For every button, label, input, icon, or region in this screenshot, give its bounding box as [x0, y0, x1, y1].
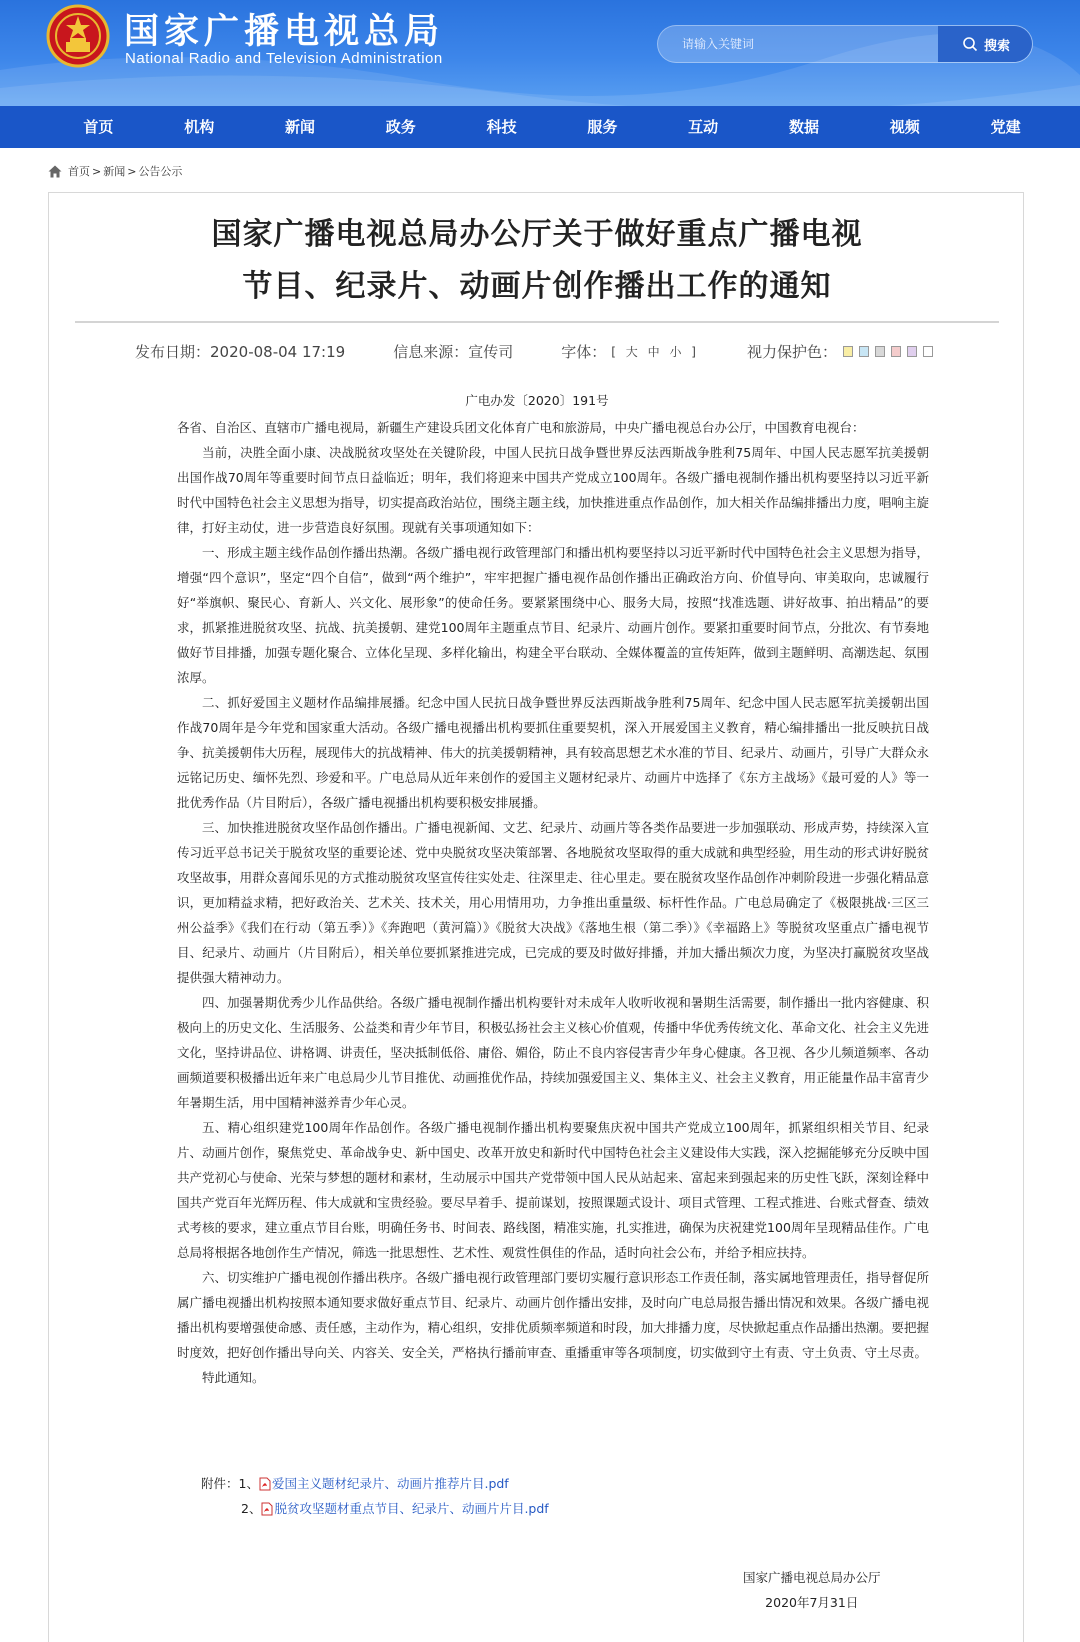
search-button[interactable] — [938, 26, 1033, 62]
article-body — [177, 415, 929, 1390]
nav-item-video[interactable]: 视频 — [889, 118, 920, 136]
font-size-options — [608, 343, 699, 360]
paragraph: 六、切实维护广播电视创作播出秩序。各级广播电视行政管理部门要切实履行意识形态工作责任制，落实属地管理责任，指导督促所属广播电视播出机构按照本通知要求做好重点节目、纪录片、动画片创作播出安排，及时向广电总局报告播出情况和效果。各级广播电视播出机构要增强使命感、责任感，主动作为，精心组织，安排优质频率频道和时段，加大排播力度，尽快掀起重点作品播出热潮。要把握时度效，把好创作播出导向关、内容关、安全关，严格执行播前审查、重播重审等各项制度，切实做到守土有责、守土负责、守土尽责。 — [177, 1270, 929, 1360]
publish-date-label: 发布日期： — [135, 343, 211, 361]
nav-item-party-building[interactable]: 党建 — [990, 118, 1021, 136]
attachments-label: 附件： — [201, 1476, 239, 1491]
nav-item-data[interactable]: 数据 — [788, 118, 819, 136]
font-size-small[interactable]: 小 — [669, 345, 682, 359]
signature-block — [743, 1565, 881, 1615]
paragraph: 三、加快推进脱贫攻坚作品创作播出。广播电视新闻、文艺、纪录片、动画片等各类作品要进一步加强联动、形成声势，持续深入宣传习近平总书记关于脱贫攻坚的重要论述、党中央脱贫攻坚决策部署、各地脱贫攻坚取得的重大成就和典型经验，用生动的形式讲好脱贫攻坚故事，用群众喜闻乐见的方式推动脱贫攻坚宣传往实处走、往深里走、往心里走。要在脱贫攻坚作品创作冲刺阶段进一步强化精品意识，更加精益求精，把好政治关、艺术关、技术关，用心用情用功，力争推出重量级、标杆性作品。广电总局确定了《极限挑战·三区三州公益季》《我们在行动（第五季）》《奔跑吧（黄河篇）》《脱贫大决战》《落地生根（第二季）》《幸福路上》等脱贫攻坚重点广播电视节目、纪录片、动画片（片目附后），相关单位要抓紧推进完成，已完成的要及时做好排播，并加大播出频次力度，为坚决打赢脱贫攻坚战提供强大精神动力。 — [177, 820, 929, 985]
eye-color-swatch[interactable] — [843, 346, 853, 357]
main-nav — [0, 106, 1080, 148]
site-title[interactable]: 国家广播电视总局 — [124, 12, 445, 52]
font-size-large[interactable]: 大 — [625, 345, 638, 359]
article-meta — [49, 341, 1025, 362]
sign-date: 2020年7月31日 — [765, 1595, 859, 1610]
eye-protection-swatches — [843, 346, 939, 357]
closing-line: 特此通知。 — [202, 1370, 265, 1385]
attachment-row — [201, 1471, 549, 1496]
nav-item-organization[interactable]: 机构 — [184, 118, 215, 136]
paragraph: 当前，决胜全面小康、决战脱贫攻坚处在关键阶段，中国人民抗日战争暨世界反法西斯战争胜利75周年、中国人民志愿军抗美援朝出国作战70周年等重要时间节点日益临近；明年，我们将迎来中国共产党成立100周年。各级广播电视制作播出机构要坚持以习近平新时代中国特色社会主义思想为指导，切实提高政治站位，围绕主题主线，加快推进重点作品创作，加大相关作品编排播出力度，唱响主旋律，打好主动仗，进一步营造良好氛围。现就有关事项通知如下： — [177, 445, 929, 535]
paragraph: 四、加强暑期优秀少儿作品供给。各级广播电视制作播出机构要针对未成年人收听收视和暑期生活需要，制作播出一批内容健康、积极向上的历史文化、生活服务、公益类和青少年节目，积极弘扬社会主义核心价值观，传播中华优秀传统文化、革命文化、社会主义先进文化，坚持讲品位、讲格调、讲责任，坚决抵制低俗、庸俗、媚俗，防止不良内容侵害青少年身心健康。各卫视、各少儿频道频率、各动画频道要积极播出近年来广电总局少儿节目推优、动画推优作品，持续加强爱国主义、集体主义、社会主义教育，用正能量作品丰富青少年暑期生活，用中国精神滋养青少年心灵。 — [177, 995, 929, 1110]
font-size-label: 字体： — [561, 343, 607, 361]
attachment-number: 2、 — [241, 1501, 262, 1516]
nav-item-home[interactable]: 首页 — [83, 118, 114, 136]
publish-date: 2020-08-04 17:19 — [210, 342, 346, 361]
nav-item-government-affairs[interactable]: 政务 — [385, 118, 416, 136]
site-header — [0, 0, 1080, 106]
eye-protection-label: 视力保护色： — [746, 343, 837, 361]
breadcrumb-announcements[interactable]: 公告公示 — [138, 165, 183, 178]
font-bracket-open: [ — [611, 345, 616, 359]
search-input[interactable] — [658, 26, 938, 62]
eye-color-swatch[interactable] — [891, 346, 901, 357]
article-title — [49, 209, 1025, 313]
site-subtitle: National Radio and Television Administration — [125, 50, 443, 67]
salutation: 各省、自治区、直辖市广播电视局，新疆生产建设兵团文化体育广电和旅游局，中央广播电视总台办公厅，中国教育电视台： — [177, 420, 865, 435]
article-title-line1: 国家广播电视总局办公厅关于做好重点广播电视 — [211, 217, 863, 252]
search-box — [657, 25, 1033, 63]
issuer: 国家广播电视总局办公厅 — [743, 1570, 881, 1585]
paragraph: 五、精心组织建党100周年作品创作。各级广播电视制作播出机构要聚焦庆祝中国共产党成立100周年，抓紧组织相关节目、纪录片、动画片创作，聚焦党史、革命战争史、新中国史、改革开放史和新时代中国特色社会主义建设伟大实践，深入挖掘能够充分反映中国共产党初心与使命、光荣与梦想的题材和素材，生动展示中国共产党带领中国人民从站起来、富起来到强起来的历史性飞跃，深刻诠释中国共产党百年光辉历程、伟大成就和宝贵经验。要尽早着手、提前谋划，按照课题式设计、项目式管理、工程式推进、台账式督查、绩效式考核的要求，建立重点节目台账，明确任务书、时间表、路线图，精准实施，扎实推进，确保为庆祝建党100周年呈现精品佳作。广电总局将根据各地创作生产情况，筛选一批思想性、艺术性、观赏性俱佳的作品，适时向社会公布，并给予相应扶持。 — [177, 1120, 929, 1260]
attachment-link-2[interactable]: 脱贫攻坚题材重点节目、纪录片、动画片片目.pdf — [274, 1501, 549, 1516]
nav-item-interaction[interactable]: 互动 — [688, 118, 719, 136]
nav-item-technology[interactable]: 科技 — [486, 118, 517, 136]
search-icon — [962, 36, 978, 52]
home-icon — [48, 165, 62, 178]
paragraph: 一、形成主题主线作品创作播出热潮。各级广播电视行政管理部门和播出机构要坚持以习近平新时代中国特色社会主义思想为指导，增强“四个意识”，坚定“四个自信”，做到“两个维护”，牢牢把握广播电视作品创作播出正确政治方向、价值导向、审美取向，忠诚履行好“举旗帜、聚民心、育新人、兴文化、展形象”的使命任务。要紧紧围绕中心、服务大局，按照“找准选题、讲好故事、拍出精品”的要求，抓紧推进脱贫攻坚、抗战、抗美援朝、建党100周年主题重点节目、纪录片、动画片创作。要紧扣重要时间节点，分批次、有节奏地做好节目排播，加强专题化聚合、立体化呈现、多样化输出，构建全平台联动、全媒体覆盖的宣传矩阵，做到主题鲜明、高潮迭起、氛围浓厚。 — [177, 545, 929, 685]
eye-color-swatch[interactable] — [923, 346, 933, 357]
article-title-line2: 节目、纪录片、动画片创作播出工作的通知 — [242, 269, 832, 304]
source-value: 宣传司 — [468, 343, 514, 361]
national-emblem-icon[interactable] — [46, 4, 110, 68]
attachment-row — [201, 1496, 549, 1521]
breadcrumb-news[interactable]: 新闻 — [103, 165, 126, 178]
eye-color-swatch[interactable] — [875, 346, 885, 357]
attachment-link-1[interactable]: 爱国主义题材纪录片、动画片推荐片目.pdf — [271, 1476, 509, 1491]
eye-color-swatch[interactable] — [907, 346, 917, 357]
breadcrumb-separator: > — [92, 164, 102, 178]
source-label: 信息来源： — [393, 343, 469, 361]
document-number: 广电办发〔2020〕191号 — [465, 393, 609, 408]
attachments — [201, 1471, 549, 1521]
pdf-icon — [261, 1502, 273, 1516]
nav-item-services[interactable]: 服务 — [587, 118, 618, 136]
pdf-icon — [259, 1477, 271, 1491]
paragraph: 二、抓好爱国主义题材作品编排展播。纪念中国人民抗日战争暨世界反法西斯战争胜利75周年、纪念中国人民志愿军抗美援朝出国作战70周年是今年党和国家重大活动。各级广播电视播出机构要抓住重要契机，深入开展爱国主义教育，精心编排播出一批反映抗日战争、抗美援朝伟大历程，展现伟大的抗战精神、伟大的抗美援朝精神，具有较高思想艺术水准的节目、纪录片、动画片，引导广大群众永远铭记历史、缅怀先烈、珍爱和平。广电总局从近年来创作的爱国主义题材纪录片、动画片中选择了《东方主战场》《最可爱的人》等一批优秀作品（片目附后），各级广播电视播出机构要积极安排展播。 — [177, 695, 929, 810]
breadcrumb-separator: > — [127, 164, 137, 178]
attachment-number: 1、 — [238, 1476, 259, 1491]
font-size-medium[interactable]: 中 — [647, 345, 660, 359]
search-button-label: 搜索 — [983, 38, 1010, 54]
nav-item-news[interactable]: 新闻 — [284, 118, 315, 136]
title-divider — [75, 321, 999, 323]
font-bracket-close: ] — [691, 345, 696, 359]
article-panel — [48, 192, 1024, 1642]
eye-color-swatch[interactable] — [859, 346, 869, 357]
breadcrumb-home[interactable]: 首页 — [68, 165, 90, 178]
breadcrumb — [48, 163, 184, 179]
